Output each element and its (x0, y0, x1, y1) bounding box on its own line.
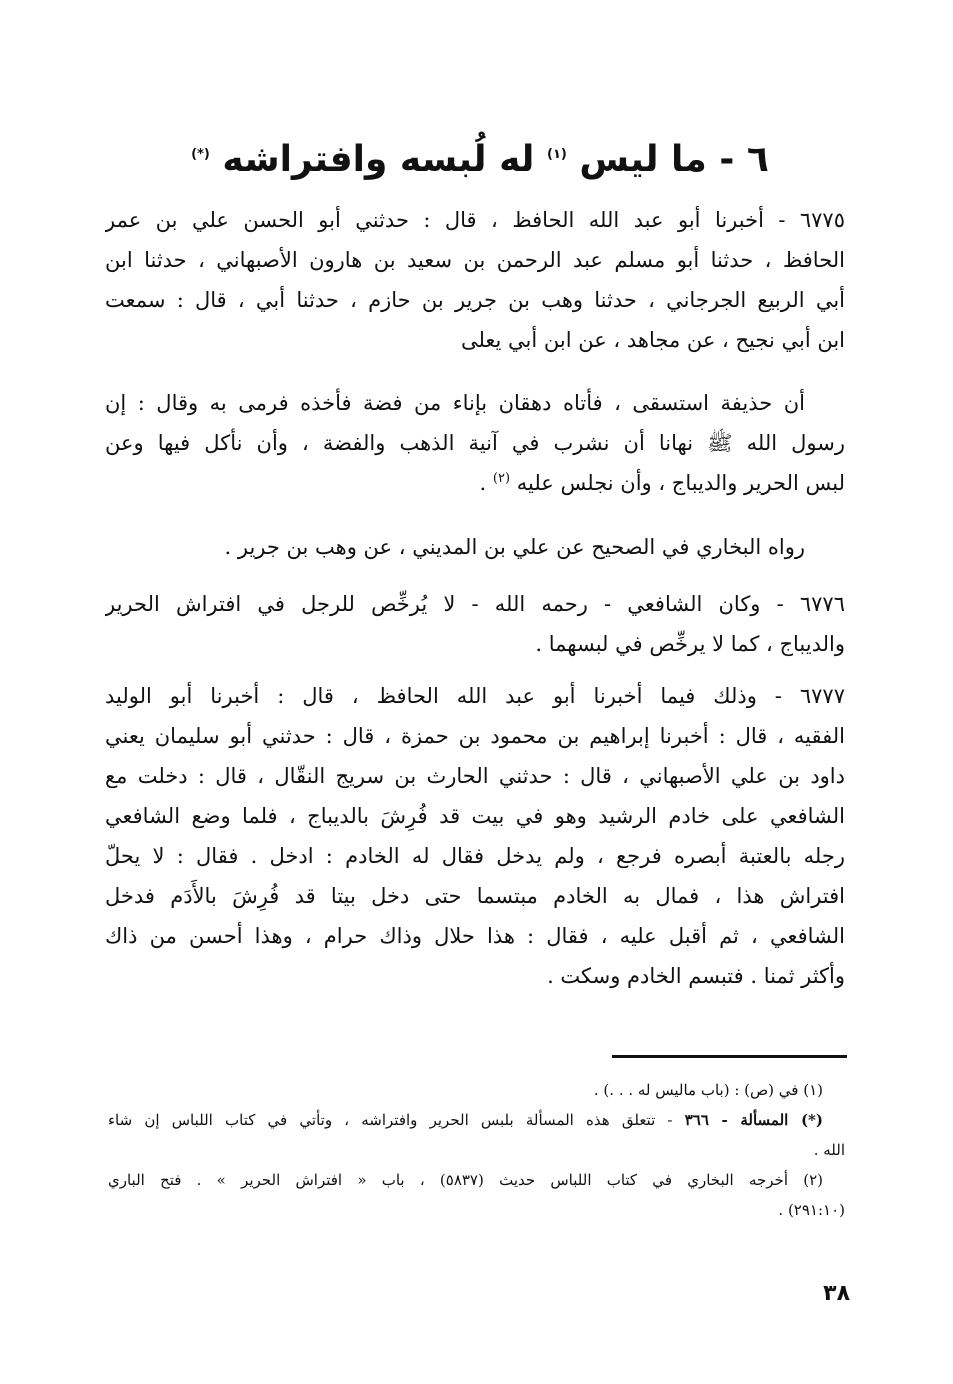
text-line: الشافعي على خادم الرشيد وهو في بيت قد فُرِشَ بالديباج ، فلما وضع الشافعي (105, 804, 845, 828)
text-line: وأكثر ثمنا . فتبسم الخادم وسكت . (547, 964, 845, 988)
heading-rest: له لُبسه وافتراشه (222, 139, 535, 180)
paragraph-6775 (105, 200, 845, 360)
text-line (105, 463, 845, 503)
footnote-ref-star: (*) (191, 147, 210, 162)
text-line: والديباج ، كما لا يرخِّص في لبسهما . (535, 632, 845, 656)
text-line: أن حذيفة استسقى ، فأتاه دهقان بإناء من فضة فأخذه فرمى به وقال : إن (105, 391, 805, 415)
footnote-star-text: - تتعلق هذه المسألة بلبس الحرير وافتراشه ، وتأتي في كتاب اللباس إن شاء (108, 1111, 673, 1129)
chapter-heading (110, 132, 850, 188)
footnote-2: (٢) أخرجه البخاري في كتاب اللباس حديث (٥٨٣٧) ، باب « افتراش الحرير » . فتح الباري (108, 1171, 823, 1189)
heading-main: ٦ - ما ليس (579, 139, 769, 180)
page-number: ٣٨ (823, 1281, 850, 1306)
text-line: رسول الله ﷺ نهانا أن نشرب في آنية الذهب والفضة ، وأن نأكل فيها وعن (105, 431, 845, 455)
paragraph-narration (105, 527, 845, 567)
text-line: افتراش هذا ، فمال به الخادم مبتسما حتى دخل بيتا قد فُرِشَ بالأَدَم فدخل (105, 884, 845, 908)
paragraph-hadith-text (105, 383, 845, 503)
footnote-ref-2: (٢) (492, 471, 511, 486)
footnote-star (108, 1105, 845, 1135)
paragraph-6777 (105, 676, 845, 996)
text-segment: . (479, 471, 487, 495)
footnote-2-continuation: (٢٩١:١٠) . (778, 1201, 845, 1219)
text-segment: لبس الحرير والديباج ، وأن نجلس عليه (516, 471, 845, 495)
text-line: أبي الربيع الجرجاني ، حدثنا وهب بن جرير بن حازم ، حدثنا أبي ، قال : سمعت (105, 288, 845, 312)
text-line: الحافظ ، حدثنا أبو مسلم عبد الرحمن بن سعيد بن هارون الأصبهاني ، حدثنا ابن (105, 248, 845, 272)
text-line: رجله بالعتبة أبصره فرجع ، ولم يدخل فقال له الخادم : ادخل . فقال : لا يحلّ (105, 844, 845, 868)
text-line: ٦٧٧٦ - وكان الشافعي - رحمه الله - لا يُرخِّص للرجل في افتراش الحرير (105, 592, 845, 616)
footnotes (108, 1075, 845, 1225)
footnote-ref-1: (١) (547, 147, 567, 162)
footnote-star-continuation: الله . (813, 1141, 845, 1159)
text-line: ابن أبي نجيح ، عن مجاهد ، عن ابن أبي يعلى (460, 328, 845, 352)
footnote-star-lead: (*) المسألة - ٣٦٦ (684, 1111, 824, 1129)
text-line: ٦٧٧٧ - وذلك فيما أخبرنا أبو عبد الله الحافظ ، قال : أخبرنا أبو الوليد (105, 684, 845, 708)
paragraph-6776 (105, 584, 845, 664)
footnote-1: (١) في (ص) : (باب ماليس له . . .) . (593, 1081, 823, 1099)
text-line: الفقيه ، قال : أخبرنا إبراهيم بن محمود بن حمزة ، قال : حدثني أبو سليمان يعني (105, 724, 845, 748)
footnote-separator (612, 1055, 847, 1058)
text-line: الشافعي ، ثم أقبل عليه ، فقال : هذا حلال وذاك حرام ، وهذا أحسن من ذاك (105, 924, 845, 948)
text-line: ٦٧٧٥ - أخبرنا أبو عبد الله الحافظ ، قال : حدثني أبو الحسن علي بن عمر (105, 208, 845, 232)
text-line: رواه البخاري في الصحيح عن علي بن المديني ، عن وهب بن جرير . (224, 535, 805, 559)
text-line: داود بن علي الأصبهاني ، قال : حدثني الحارث بن سريج النقّال ، قال : دخلت مع (105, 764, 845, 788)
